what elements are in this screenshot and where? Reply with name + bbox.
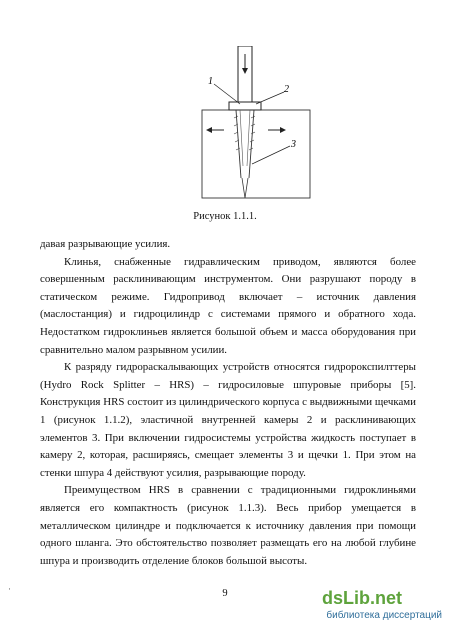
left-arrowhead: [206, 127, 212, 133]
wedge-insert: [240, 110, 250, 166]
scan-edge-mark: ·: [8, 584, 11, 594]
wedge-collar: [229, 102, 261, 110]
leader-line-2: [256, 92, 284, 104]
label-1: 1: [208, 76, 213, 87]
label-2: 2: [284, 84, 289, 95]
paragraph-4: Преимуществом HRS в сравнении с традиционными гидроклиньями является его компактность (рисунок 1.1.3). Весь прибор умещается в металлическом цилиндре и подключается к источнику давления при помощи одного шланга. Это обстоятельство позволяет размещать его на любой глубине шпура и производить отделение блоков большой высоты.: [40, 484, 416, 567]
watermark-subtitle: библиотека диссертаций: [326, 610, 442, 621]
rock-block: [202, 110, 310, 198]
leader-line-1: [214, 84, 240, 104]
label-3: 3: [291, 139, 296, 150]
leader-line-3: [252, 146, 290, 164]
wedge-diagram: [196, 46, 316, 206]
watermark-logo: dsLib.net: [322, 588, 402, 608]
figure-illustration: [196, 46, 316, 206]
right-arrowhead: [280, 127, 286, 133]
paragraph-2: Клинья, снабженные гидравлическим приводом, являются более совершенным расклинивающим инструментом. Они разрушают породу в статическом режиме. Гидропривод включает – источник давления (маслостанция) и гидроцилиндр с системами прямого и обратного хода. Недостатком гидроклиньев является большой объем и масса оборудования при сравнительно малом разрывном усилии.: [40, 255, 416, 356]
paragraph-1: давая разрывающие усилия.: [40, 238, 171, 250]
crack-line: [242, 178, 248, 198]
page-number: 9: [222, 588, 228, 599]
paragraph-3: К разряду гидрораскалывающих устройств относятся гидророкспилттеры (Hydro Rock Splitter – HRS) – гидросиловые шпуровые приборы [5]. Конструкция HRS состоит из цилиндрического корпуса с выдвижными щечками 1 (рисунок 1.1.2), эластичной внутренней камеры 2 и расклинивающих элементов 3. При включении гидросистемы устройства жидкость поступает в камеру 2, которая, расширяясь, смещает элементы 3 и щечки 1. При этом на стенки шпура 4 действуют усилия, разрывающие породу.: [40, 361, 416, 479]
watermark: [322, 588, 444, 624]
body-text: [40, 236, 416, 570]
figure-caption: Рисунок 1.1.1.: [193, 211, 257, 222]
